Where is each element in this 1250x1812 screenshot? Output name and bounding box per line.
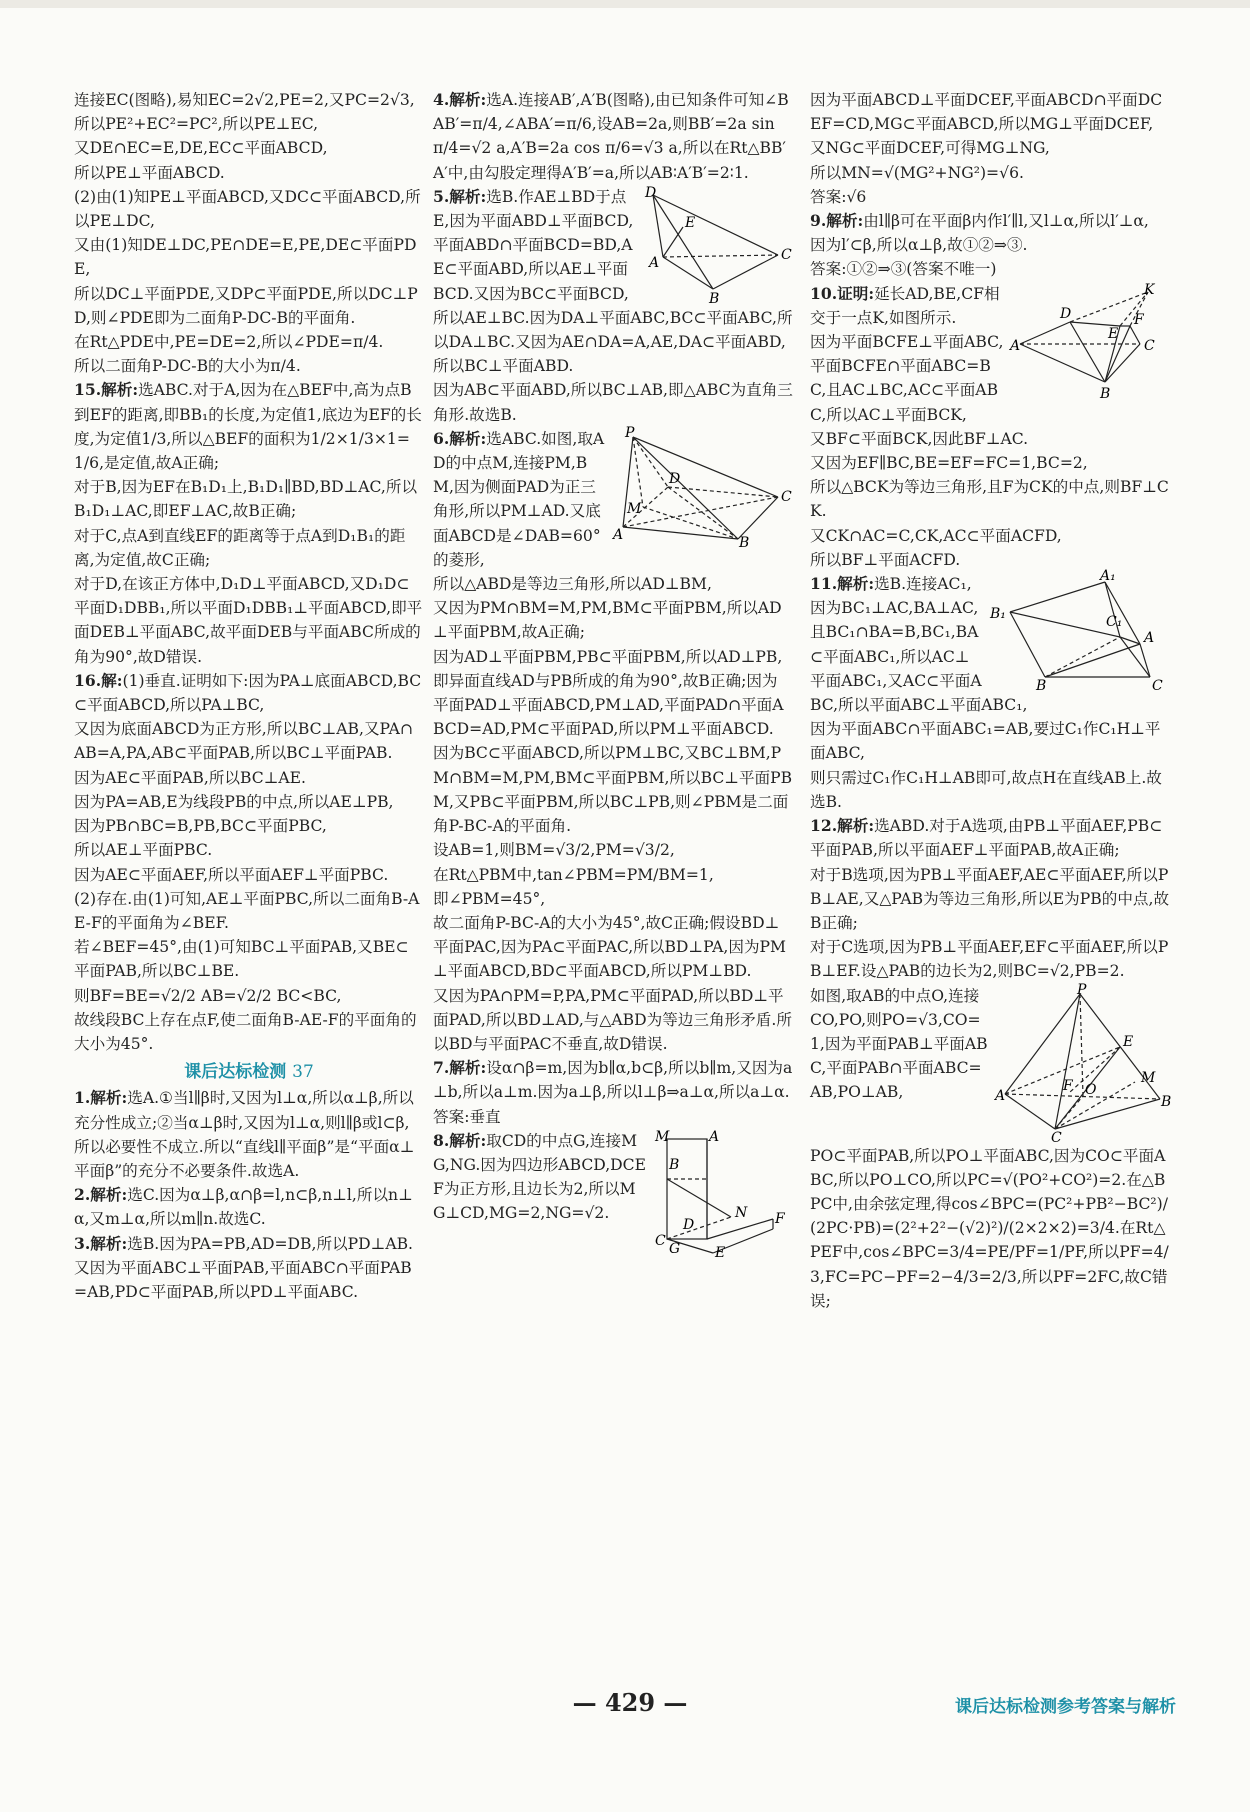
answer-paragraph: 又因为EF∥BC,BE=EF=FC=1,BC=2,: [810, 454, 1088, 473]
col3a-list: [810, 88, 1170, 282]
fig6-label-m: M: [627, 500, 642, 517]
answer-paragraph: 1.解析:选A.①当l∥β时,又因为l⊥α,所以α⊥β,所以充分性成立;②当α⊥β时,又因为l⊥α,则l∥β或l⊂β,所以必要性不成立.所以“直线l∥平面β”是“平面α⊥平面β”的充分不必要条件.故选A.: [74, 1088, 415, 1180]
column-2: [433, 88, 793, 1259]
answer-paragraph: 因为平面ABCD⊥平面DCEF,平面ABCD∩平面DCEF=CD,MG⊂平面ABCD,所以MG⊥平面DCEF,: [810, 91, 1163, 134]
answer-paragraph: 12.解析:选ABD.对于A选项,由PB⊥平面AEF,PB⊂平面PAB,所以平面AEF⊥平面PAB,故A正确;: [810, 816, 1163, 860]
top-bar: [0, 0, 1250, 8]
col3e-list: [810, 1144, 1170, 1313]
answer-paragraph: 在Rt△PDE中,PE=DE=2,所以∠PDE=π/4.: [74, 333, 384, 352]
answer-paragraph: 即异面直线AD与PB所成的角为90°,故B正确;因为平面PAD⊥平面ABCD,PM⊥AD,平面PAD∩平面ABCD=AD,PM⊂平面PAD,所以PM⊥平面ABCD.: [433, 671, 784, 739]
answer-paragraph: 5.解析:选B.作AE⊥BD于点E,因为平面ABD⊥平面BCD,平面ABD∩平面BCD=BD,AE⊂平面ABD,所以AE⊥平面BCD.又因为BC⊂平面BCD,所以AE⊥BC.因为DA⊥平面ABC,BC⊂平面ABC,所以DA⊥BC.又因为AE∩DA=A,AE,DA⊂平面ABD,所以BC⊥平面ABD.: [433, 186, 793, 376]
figure-q11: [990, 568, 1170, 695]
answer-paragraph: 又因为PA∩PM=P,PA,PM⊂平面PAD,所以BD⊥平面PAD,所以BD⊥AD,与△ABD为等边三角形矛盾.所以BD与平面PAC不垂直,故D错误.: [433, 986, 792, 1053]
answer-paragraph: 所以BF⊥平面ACFD.: [810, 550, 961, 569]
answer-paragraph: 对于B,因为EF在B₁D₁上,B₁D₁∥BD,BD⊥AC,所以B₁D₁⊥AC,即EF⊥AC,故B正确;: [74, 478, 418, 521]
fig12-label-m: M: [1141, 1069, 1156, 1086]
answer-paragraph: 3.解析:选B.因为PA=PB,AD=DB,所以PD⊥AB.又因为平面ABC⊥平面PAB,平面ABC∩平面PAB=AB,PD⊂平面PAB,所以PD⊥平面ABC.: [74, 1233, 413, 1301]
fig12-label-c: C: [1051, 1129, 1062, 1146]
figure-q12: [995, 981, 1172, 1146]
answer-paragraph: 对于B选项,因为PB⊥平面AEF,AE⊂平面AEF,所以PB⊥AE,又△PAB为等边三角形,所以E为PB的中点,故B正确;: [810, 865, 1170, 932]
fig10-label-a: A: [1010, 337, 1021, 354]
fig5-label-a: A: [649, 254, 660, 271]
answer-paragraph: 9.解析:由l∥β可在平面β内作l′∥l,又l⊥α,所以l′⊥α,: [810, 211, 1149, 231]
section-title-text: 课后达标检测: [184, 1062, 287, 1083]
answer-paragraph: 4.解析:选A.连接AB′,A′B(图略),由已知条件可知∠BAB′=π/4,∠ABA′=π/6,设AB=2a,则BB′=2a sin π/4=√2 a,A′B=2a cos π/6=√3 a,所以在Rt△BB′A′中,由勾股定理得A′B′=a,所以AB∶A′B′=2∶1.: [433, 90, 789, 182]
answer-paragraph: (2)存在.由(1)可知,AE⊥平面PBC,所以二面角B-AE-F的平面角为∠BEF.: [74, 889, 420, 932]
answer-paragraph: (2)由(1)知PE⊥平面ABCD,又DC⊂平面ABCD,所以PE⊥DC,: [74, 187, 421, 231]
fig12-label-p: P: [1077, 981, 1087, 998]
answer-paragraph: 所以△ABD是等边三角形,所以AD⊥BM,: [433, 575, 712, 594]
fig8-label-n: N: [735, 1204, 748, 1221]
fig11-label-a1: A₁: [1100, 568, 1116, 585]
fig5-label-c: C: [781, 246, 792, 263]
answer-paragraph: 所以MN=√(MG²+NG²)=√6.: [810, 163, 1024, 182]
figure-q10: [1010, 282, 1170, 402]
fig11-label-c1: C₁: [1106, 614, 1123, 631]
fig5-label-e: E: [685, 214, 696, 231]
answer-paragraph: 又NG⊂平面DCEF,可得MG⊥NG,: [810, 139, 1050, 158]
answer-paragraph: 若∠BEF=45°,由(1)可知BC⊥平面PAB,又BE⊂平面PAB,所以BC⊥BE.: [74, 938, 409, 981]
answer-paragraph: PO⊂平面PAB,所以PO⊥平面ABC,因为CO⊂平面ABC,所以PO⊥CO,所以PC=√(PO²+CO²)=2.在△BPC中,由余弦定理,得cos∠BPC=(PC²+PB²−BC²)/(2PC·PB)=(2²+2²−(√2)²)/(2×2×2)=3/4.在Rt△PEF中,cos∠BPC=3/4=PE/PF=1/PF,所以PF=4/3,FC=PC−PF=2−4/3=2/3,所以PF=2FC,故C错误;: [810, 1146, 1169, 1310]
answer-paragraph: 故线段BC上存在点F,使二面角B-AE-F的平面角的大小为45°.: [74, 1010, 417, 1053]
fig5-label-b: B: [709, 290, 720, 307]
answer-paragraph: 即∠PBM=45°,: [433, 889, 546, 908]
answer-paragraph: 连接EC(图略),易知EC=2√2,PE=2,又PC=2√3,: [74, 91, 415, 109]
answer-paragraph: 又CK∩AC=C,CK,AC⊂平面ACFD,: [810, 526, 1062, 545]
answer-paragraph: 8.解析:取CD的中点G,连接MG,NG.因为四边形ABCD,DCEF为正方形,且边长为2,所以MG⊥CD,MG=2,NG=√2.: [433, 1130, 646, 1223]
fig8-label-e: E: [715, 1244, 726, 1261]
answer-paragraph: 对于C选项,因为PB⊥平面AEF,EF⊂平面AEF,所以PB⊥EF.设△PAB的边长为2,则BC=√2,PB=2.: [810, 938, 1169, 981]
fig8-label-f: F: [775, 1210, 785, 1227]
answer-paragraph: 设AB=1,则BM=√3/2,PM=√3/2,: [433, 841, 675, 860]
answer-paragraph: 15.解析:选ABC.对于A,因为在△BEF中,高为点B到EF的距离,即BB₁的长度,为定值1,底边为EF的长度,为定值1/3,所以△BEF的面积为1/2×1/3×1=1/6,是定值,故A正确;: [74, 380, 422, 473]
fig6-label-p: P: [625, 424, 635, 441]
fig12-label-f: F: [1063, 1077, 1073, 1094]
column-1: [74, 88, 424, 1304]
answer-paragraph: 则BF=BE=√2/2 AB=√2/2 BC<BC,: [74, 986, 342, 1005]
answer-paragraph: 因为AE⊂平面AEF,所以平面AEF⊥平面PBC.: [74, 865, 389, 884]
answer-paragraph: 所以AE⊥平面PBC.: [74, 841, 213, 860]
fig10-label-b: B: [1100, 385, 1111, 402]
col1-list: [74, 88, 424, 1056]
answer-paragraph: 因为AD⊥平面PBM,PB⊂平面PBM,所以AD⊥PB,: [433, 647, 783, 666]
answer-paragraph: 所以二面角P-DC-B的大小为π/4.: [74, 357, 301, 376]
fig12-label-e: E: [1123, 1033, 1134, 1050]
section-title: [74, 1060, 424, 1084]
fig12-label-o: O: [1085, 1081, 1097, 1098]
answer-paragraph: 答案:垂直: [433, 1107, 501, 1126]
fig8-label-b: B: [669, 1156, 680, 1173]
answer-paragraph: 因为平面BCFE⊥平面ABC,平面BCFE∩平面ABC=BC,且AC⊥BC,AC⊂平面ABC,所以AC⊥平面BCK,: [810, 333, 1004, 424]
figure-q8: [653, 1129, 793, 1259]
fig11-label-b: B: [1036, 678, 1047, 695]
answer-paragraph: 11.解析:选B.连接AC₁,因为BC₁⊥AC,BA⊥AC,且BC₁∩BA=B,BC₁,BA⊂平面ABC₁,所以AC⊥平面ABC₁,又AC⊂平面ABC,所以平面ABC⊥平面ABC₁,: [810, 574, 1028, 715]
answer-paragraph: 在Rt△PBM中,tan∠PBM=PM/BM=1,: [433, 865, 714, 884]
answer-paragraph: 又BF⊂平面BCK,因此BF⊥AC.: [810, 429, 1029, 448]
answer-paragraph: 因为PB∩BC=B,PB,BC⊂平面PBC,: [74, 817, 327, 836]
answer-paragraph: 答案:①②⇒③(答案不唯一): [810, 260, 997, 279]
fig8-label-d: D: [683, 1216, 695, 1233]
fig11-label-a: A: [1144, 630, 1155, 647]
answer-paragraph: 对于C,点A到直线EF的距离等于点A到D₁B₁的距离,为定值,故C正确;: [74, 526, 406, 569]
fig8-label-m: M: [655, 1128, 670, 1145]
fig10-label-k: K: [1144, 281, 1155, 298]
fig12-label-b: B: [1161, 1093, 1172, 1110]
answer-paragraph: 因为AE⊂平面PAB,所以BC⊥AE.: [74, 768, 306, 787]
answer-paragraph: 又DE∩EC=E,DE,EC⊂平面ABCD,: [74, 139, 328, 158]
answer-paragraph: 6.解析:选ABC.如图,取AD的中点M,连接PM,BM,因为侧面PAD为正三角形,所以PM⊥AD.又底面ABCD是∠DAB=60°的菱形,: [433, 428, 605, 569]
answer-paragraph: 所以PE²+EC²=PC²,所以PE⊥EC,: [74, 115, 319, 134]
fig11-label-b1: B₁: [990, 606, 1006, 623]
figure-q5: [643, 185, 793, 305]
answer-paragraph: 因为l′⊂β,所以α⊥β,故①②⇒③.: [810, 236, 1028, 255]
fig6-label-c: C: [781, 488, 792, 505]
answer-paragraph: 又由(1)知DE⊥DC,PE∩DE=E,PE,DE⊂平面PDE,: [74, 236, 417, 279]
fig8-label-g: G: [669, 1240, 681, 1257]
fig6-label-a: A: [613, 526, 624, 543]
answer-paragraph: 则只需过C₁作C₁H⊥AB即可,故点H在直线AB上.故选B.: [810, 768, 1162, 811]
answer-paragraph: 2.解析:选C.因为α⊥β,α∩β=l,n⊂β,n⊥l,所以n⊥α,又m⊥α,所以m∥n.故选C.: [74, 1185, 413, 1229]
col1b-list: [74, 1086, 424, 1304]
column-3: [810, 88, 1170, 1313]
answer-paragraph: 又因为PM∩BM=M,PM,BM⊂平面PBM,所以AD⊥平面PBM,故A正确;: [433, 599, 782, 642]
fig11-label-c: C: [1152, 678, 1163, 695]
answer-paragraph: 16.解:(1)垂直.证明如下:因为PA⊥底面ABCD,BC⊂平面ABCD,所以PA⊥BC,: [74, 670, 422, 715]
answer-paragraph: 所以PE⊥平面ABCD.: [74, 163, 225, 182]
answer-paragraph: 7.解析:设α∩β=m,因为b∥α,b⊂β,所以b∥m,又因为a⊥b,所以a⊥m.因为a⊥β,所以l⊥β⇒a⊥α,所以a⊥α.: [433, 1058, 793, 1102]
col2a-list: [433, 88, 793, 185]
answer-paragraph: 因为平面ABC∩平面ABC₁=AB,要过C₁作C₁H⊥平面ABC,: [810, 720, 1161, 763]
fig10-label-d: D: [1060, 305, 1072, 322]
answer-paragraph: 又因为底面ABCD为正方形,所以BC⊥AB,又PA∩AB=A,PA,AB⊂平面PAB,所以BC⊥平面PAB.: [74, 720, 413, 763]
answer-paragraph: 如图,取AB的中点O,连接CO,PO,则PO=√3,CO=1,因为平面PAB⊥平面ABC,平面PAB∩平面ABC=AB,PO⊥AB,: [810, 986, 988, 1102]
section-title-number: 37: [292, 1062, 314, 1083]
answer-paragraph: 因为AB⊂平面ABD,所以BC⊥AB,即△ABC为直角三角形.故选B.: [433, 381, 793, 424]
answer-paragraph: 答案:√6: [810, 187, 867, 206]
answer-paragraph: 因为BC⊂平面ABCD,所以PM⊥BC,又BC⊥BM,PM∩BM=M,PM,BM⊂平面PBM,所以BC⊥平面PBM,又PB⊂平面PBM,所以BC⊥PB,则∠PBM是二面角P-BC-A的平面角.: [433, 744, 793, 836]
answer-paragraph: 10.证明:延长AD,BE,CF相交于一点K,如图所示.: [810, 283, 1000, 327]
fig10-label-e: E: [1108, 325, 1119, 342]
fig10-label-c: C: [1144, 337, 1155, 354]
answer-paragraph: 所以DC⊥平面PDE,又DP⊂平面PDE,所以DC⊥PD,则∠PDE即为二面角P-DC-B的平面角.: [74, 284, 418, 327]
answer-paragraph: 因为PA=AB,E为线段PB的中点,所以AE⊥PB,: [74, 792, 394, 811]
answer-paragraph: 故二面角P-BC-A的大小为45°,故C正确;假设BD⊥平面PAC,因为PA⊂平面PAC,所以BD⊥PA,因为PM⊥平面ABCD,BD⊂平面ABCD,所以PM⊥BD.: [433, 913, 786, 981]
answer-paragraph: 对于D,在该正方体中,D₁D⊥平面ABCD,又D₁D⊂平面D₁DBB₁,所以平面D₁DBB₁⊥平面ABCD,即平面DEB⊥平面ABC,故平面DEB与平面ABC所成的角为90°,故D错误.: [74, 575, 423, 666]
fig10-label-f: F: [1134, 311, 1144, 328]
fig6-label-d: D: [669, 470, 681, 487]
fig8-label-a: A: [709, 1128, 720, 1145]
fig5-label-d: D: [645, 184, 657, 201]
fig6-label-b: B: [739, 534, 750, 551]
footer-title: 课后达标检测参考答案与解析: [955, 1697, 1176, 1717]
page-number: — 429 —: [572, 1688, 688, 1717]
figure-q6: [613, 424, 793, 551]
fig8-label-c: C: [655, 1232, 666, 1249]
fig12-label-a: A: [995, 1087, 1006, 1104]
answer-paragraph: 所以△BCK为等边三角形,且F为CK的中点,则BF⊥CK.: [810, 478, 1169, 521]
